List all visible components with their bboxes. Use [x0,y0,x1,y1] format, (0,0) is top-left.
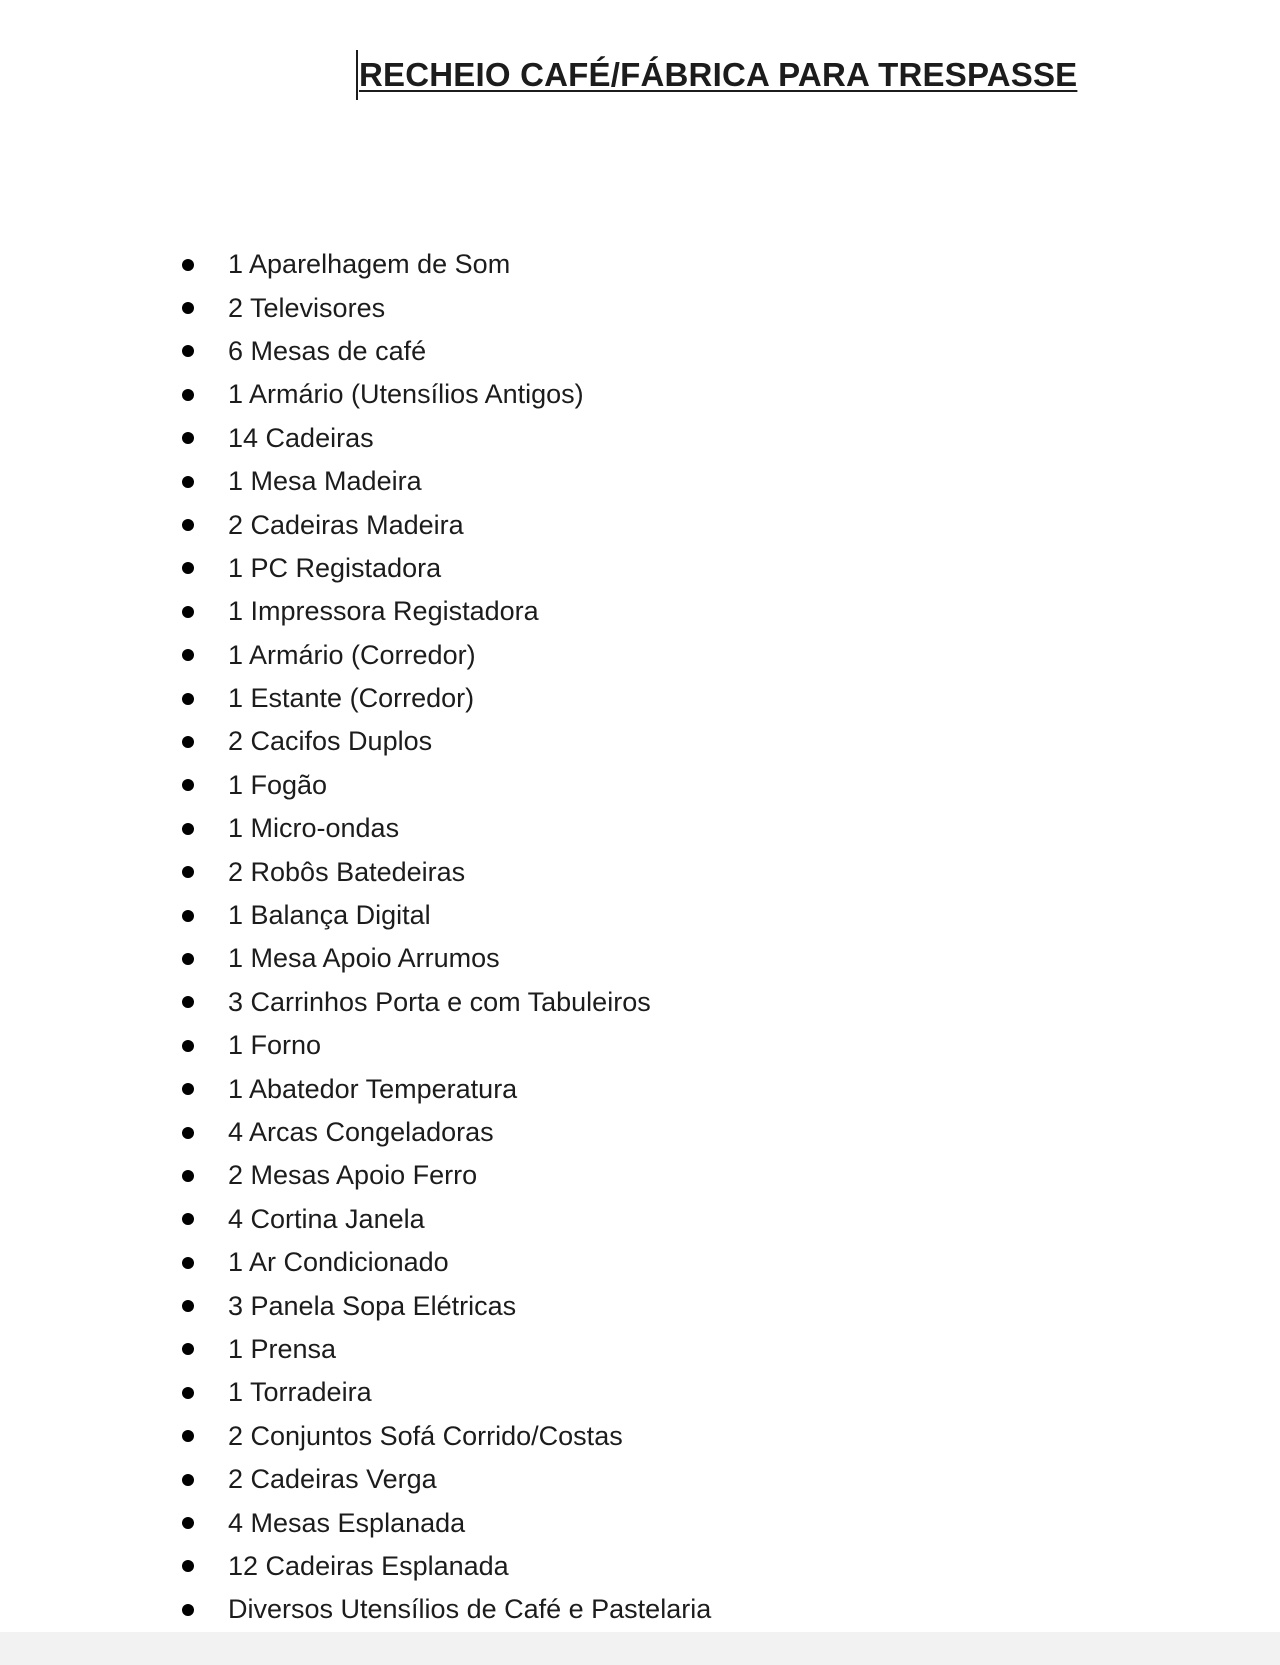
bullet-icon [182,1387,194,1399]
bullet-icon [182,302,194,314]
list-item-label: 2 Cadeiras Verga [228,1464,437,1495]
list-item-label: 6 Mesas de café [228,335,427,366]
bullet-icon [182,389,194,401]
bullet-icon [182,1170,194,1182]
bullet-icon [182,736,194,748]
list-item-label: 2 Televisores [228,292,386,323]
bullet-icon [182,1257,194,1269]
title-line [356,50,1077,100]
list-item-label: 1 Fogão [228,769,328,800]
bullet-icon [182,432,194,444]
document-title: RECHEIO CAFÉ/FÁBRICA PARA TRESPASSE [359,56,1078,93]
list-item-label: 1 Torradeira [228,1377,372,1408]
list-item [180,677,711,720]
list-item-label: 1 Aparelhagem de Som [228,249,511,280]
list-item-label: 4 Arcas Congeladoras [228,1117,494,1147]
list-item-label: 2 Robôs Batedeiras [228,856,466,887]
bullet-icon [182,1127,194,1139]
list-item [180,243,711,286]
list-item [180,373,711,416]
inventory-list [180,243,711,1632]
list-item [180,1458,711,1501]
list-item-label: 1 Estante (Corredor) [228,683,475,714]
list-item [180,503,711,546]
list-item-label: 2 Mesas Apoio Ferro [228,1160,478,1191]
list-item [180,547,711,590]
list-item [180,1415,711,1458]
list-item [180,1501,711,1544]
list-item-label: 1 Balança Digital [228,900,431,931]
bullet-icon [182,910,194,922]
list-item-label: 1 Armário (Utensílios Antigos) [228,379,584,410]
list-item-label: 1 Abatedor Temperatura [228,1073,518,1104]
list-item [180,1154,711,1197]
list-item [180,1328,711,1371]
list-item-label: 12 Cadeiras Esplanada [228,1550,509,1581]
list-item-label: 1 Mesa Apoio Arrumos [228,943,500,974]
list-item [180,1284,711,1327]
bullet-icon [182,562,194,574]
bullet-icon [182,779,194,791]
list-item-label: 1 Ar Condicionado [228,1247,449,1278]
bullet-icon [182,1213,194,1225]
bullet-icon [182,345,194,357]
bullet-icon [182,693,194,705]
bullet-icon [182,1604,194,1616]
list-item [180,417,711,460]
list-item [180,1067,711,1110]
bullet-icon [182,1040,194,1052]
list-item [180,330,711,373]
text-cursor [356,50,358,100]
list-item-label: 3 Panela Sopa Elétricas [228,1290,517,1321]
bullet-icon [182,1474,194,1486]
bullet-icon [182,953,194,965]
list-item [180,1545,711,1588]
bullet-icon [182,519,194,531]
list-item-label: 1 Impressora Registadora [228,596,539,627]
list-item-label: 1 Forno [228,1030,322,1061]
bullet-icon [182,259,194,271]
list-item [180,981,711,1024]
list-item-label: 1 Micro-ondas [228,813,400,844]
bullet-icon [182,649,194,661]
list-item [180,1024,711,1067]
bullet-icon [182,823,194,835]
list-item [180,286,711,329]
list-item [180,720,711,763]
bullet-icon [182,866,194,878]
list-item [180,1111,711,1154]
bullet-icon [182,996,194,1008]
bullet-icon [182,1343,194,1355]
bottom-edge [0,1632,1280,1665]
list-item [180,590,711,633]
list-item [180,634,711,677]
list-item-label: 1 Armário (Corredor) [228,639,476,670]
list-item [180,1241,711,1284]
list-item [180,894,711,937]
list-item [180,807,711,850]
list-item [180,460,711,503]
list-item [180,1588,711,1631]
bullet-icon [182,1430,194,1442]
list-item-label: 2 Cacifos Duplos [228,726,433,757]
list-item-label: 2 Cadeiras Madeira [228,509,464,540]
list-item-label: 1 Mesa Madeira [228,466,422,497]
list-item-label: 14 Cadeiras [228,422,374,453]
bullet-icon [182,1083,194,1095]
list-item-label: 4 Cortina Janela [228,1203,425,1234]
bullet-icon [182,1560,194,1572]
list-item [180,764,711,807]
list-item-label: 1 PC Registadora [228,552,442,583]
list-item [180,1371,711,1414]
bullet-icon [182,1300,194,1312]
list-item-label: 2 Conjuntos Sofá Corrido/Costas [228,1420,623,1451]
list-item-label: Diversos Utensílios de Café e Pastelaria [228,1594,712,1625]
list-item-label: 1 Prensa [228,1333,337,1364]
bullet-icon [182,476,194,488]
list-item-label: 4 Mesas Esplanada [228,1507,466,1538]
bullet-icon [182,1517,194,1529]
bullet-icon [182,606,194,618]
list-item-label: 3 Carrinhos Porta e com Tabuleiros [228,986,651,1017]
list-item [180,1198,711,1241]
list-item [180,937,711,980]
list-item [180,850,711,893]
